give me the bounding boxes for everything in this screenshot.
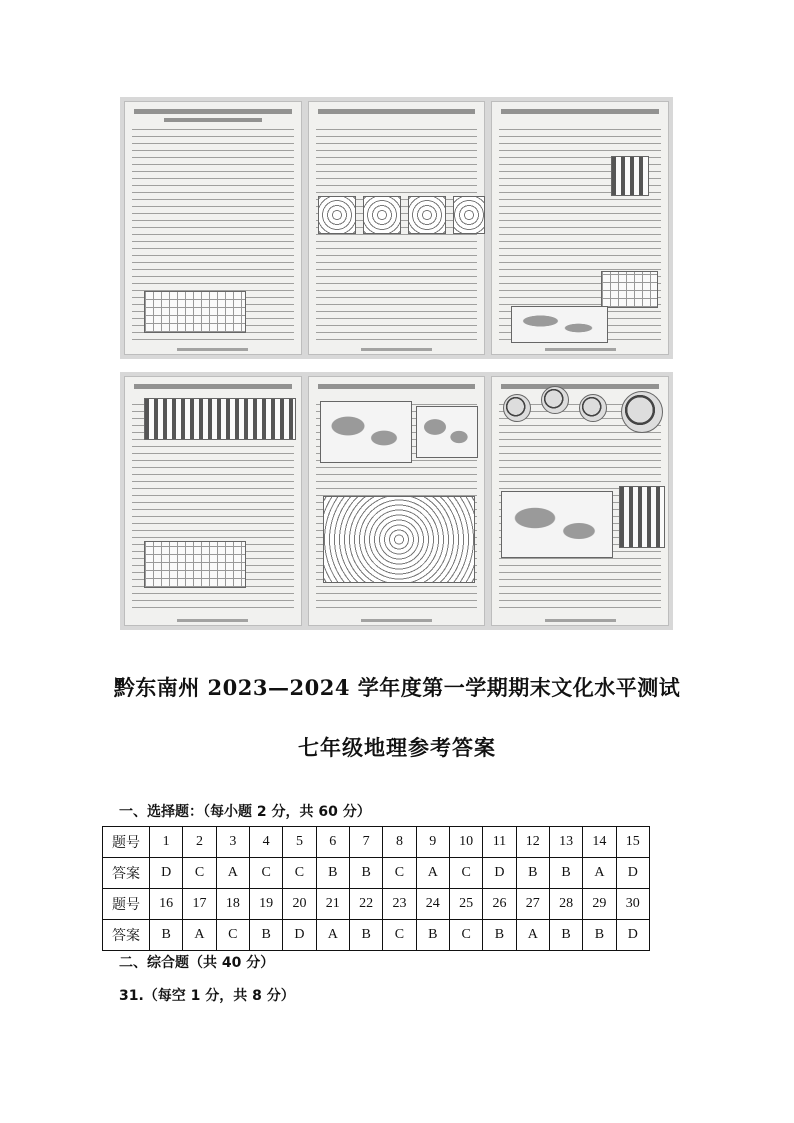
scanned-exam-pages-bottom bbox=[120, 372, 673, 630]
question-number-row bbox=[103, 827, 650, 858]
question-number-cell: 21 bbox=[316, 889, 349, 920]
answer-cell: C bbox=[216, 920, 249, 951]
question-number-cell: 12 bbox=[516, 827, 549, 858]
answer-cell: C bbox=[283, 858, 316, 889]
question-number-cell: 8 bbox=[383, 827, 416, 858]
answer-cell: A bbox=[216, 858, 249, 889]
question-number-cell: 25 bbox=[449, 889, 482, 920]
question-number-cell: 11 bbox=[483, 827, 516, 858]
answer-cell: D bbox=[616, 858, 649, 889]
answer-cell: C bbox=[183, 858, 216, 889]
answer-cell: B bbox=[249, 920, 282, 951]
section-heading-comprehensive: 二、综合题（共 40 分） bbox=[119, 955, 275, 971]
question-number-cell: 6 bbox=[316, 827, 349, 858]
question-number-cell: 10 bbox=[449, 827, 482, 858]
question-number-cell: 24 bbox=[416, 889, 449, 920]
answer-cell: B bbox=[416, 920, 449, 951]
question-number-cell: 4 bbox=[249, 827, 282, 858]
question-number-cell: 1 bbox=[150, 827, 183, 858]
scanned-exam-page bbox=[491, 376, 669, 626]
document-subtitle: 七年级地理参考答案 bbox=[298, 735, 496, 760]
section-heading-choice: 一、选择题：（每小题 2 分，共 60 分） bbox=[119, 804, 371, 820]
scanned-exam-page bbox=[491, 101, 669, 355]
answer-cell: A bbox=[516, 920, 549, 951]
answer-row bbox=[103, 858, 650, 889]
answer-cell: C bbox=[383, 858, 416, 889]
answer-cell: A bbox=[416, 858, 449, 889]
answer-table bbox=[102, 826, 650, 951]
answer-cell: B bbox=[316, 858, 349, 889]
answer-cell: D bbox=[150, 858, 183, 889]
answer-cell: B bbox=[150, 920, 183, 951]
question-number-cell: 9 bbox=[416, 827, 449, 858]
row-label: 题号 bbox=[103, 889, 150, 920]
question-number-cell: 15 bbox=[616, 827, 649, 858]
answer-cell: A bbox=[583, 858, 616, 889]
scanned-exam-page bbox=[308, 101, 486, 355]
question-number-cell: 17 bbox=[183, 889, 216, 920]
question-number-cell: 5 bbox=[283, 827, 316, 858]
scanned-exam-page bbox=[124, 376, 302, 626]
answer-cell: A bbox=[316, 920, 349, 951]
question-number-cell: 13 bbox=[549, 827, 582, 858]
row-label: 答案 bbox=[103, 858, 150, 889]
question-number-cell: 18 bbox=[216, 889, 249, 920]
answer-cell: C bbox=[249, 858, 282, 889]
question-number-cell: 20 bbox=[283, 889, 316, 920]
question-number-cell: 23 bbox=[383, 889, 416, 920]
answer-cell: D bbox=[616, 920, 649, 951]
question-number-cell: 27 bbox=[516, 889, 549, 920]
answer-cell: C bbox=[449, 858, 482, 889]
question-number-cell: 29 bbox=[583, 889, 616, 920]
answer-cell: C bbox=[449, 920, 482, 951]
question-number-cell: 7 bbox=[349, 827, 382, 858]
answer-cell: D bbox=[483, 858, 516, 889]
answer-cell: B bbox=[483, 920, 516, 951]
question-31-heading: 31.（每空 1 分，共 8 分） bbox=[119, 988, 295, 1004]
scanned-exam-pages-top bbox=[120, 97, 673, 359]
answer-cell: B bbox=[549, 920, 582, 951]
row-label: 题号 bbox=[103, 827, 150, 858]
scanned-exam-page bbox=[308, 376, 486, 626]
answer-cell: B bbox=[549, 858, 582, 889]
question-number-cell: 26 bbox=[483, 889, 516, 920]
document-title: 黔东南州 2023—2024 学年度第一学期期末文化水平测试 bbox=[113, 675, 681, 700]
question-number-cell: 28 bbox=[549, 889, 582, 920]
answer-cell: C bbox=[383, 920, 416, 951]
answer-cell: A bbox=[183, 920, 216, 951]
question-number-cell: 14 bbox=[583, 827, 616, 858]
answer-cell: B bbox=[349, 920, 382, 951]
answer-cell: B bbox=[583, 920, 616, 951]
answer-cell: B bbox=[349, 858, 382, 889]
question-number-cell: 3 bbox=[216, 827, 249, 858]
question-number-cell: 16 bbox=[150, 889, 183, 920]
question-number-row bbox=[103, 889, 650, 920]
row-label: 答案 bbox=[103, 920, 150, 951]
answer-cell: D bbox=[283, 920, 316, 951]
answer-row bbox=[103, 920, 650, 951]
scanned-exam-page bbox=[124, 101, 302, 355]
question-number-cell: 22 bbox=[349, 889, 382, 920]
question-number-cell: 30 bbox=[616, 889, 649, 920]
question-number-cell: 19 bbox=[249, 889, 282, 920]
question-number-cell: 2 bbox=[183, 827, 216, 858]
answer-cell: B bbox=[516, 858, 549, 889]
